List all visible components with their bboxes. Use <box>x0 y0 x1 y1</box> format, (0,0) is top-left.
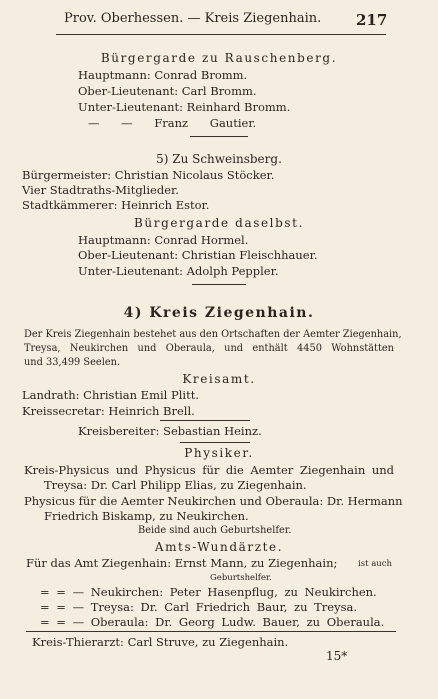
wundarzt-line: = = — Treysa: Dr. Carl Friedrich Baur, zu Treysa. <box>40 600 358 614</box>
roster-line: Unter-Lieutenant: Reinhard Bromm. <box>78 100 291 114</box>
kreisamt-heading: Kreisamt. <box>182 372 256 386</box>
roster-line: Hauptmann: Conrad Bromm. <box>78 68 248 82</box>
roster-line: — — Franz Gautier. <box>88 116 257 130</box>
roster-line: Unter-Lieutenant: Adolph Peppler. <box>78 264 279 278</box>
official-line: Landrath: Christian Emil Plitt. <box>22 388 199 402</box>
section-divider <box>192 284 246 285</box>
wundaerzte-heading: Amts-Wundärzte. <box>154 540 284 554</box>
roster-line: Ober-Lieutenant: Carl Bromm. <box>78 84 257 98</box>
schweinsberg-garde-heading: Bürgergarde daselbst. <box>134 216 304 230</box>
physiker-line: Treysa: Dr. Carl Philipp Elias, zu Ziegenhain. <box>44 478 307 492</box>
section-divider <box>160 420 250 421</box>
physiker-note: Beide sind auch Geburtshelfer. <box>138 525 292 536</box>
page-number: 217 <box>356 11 388 29</box>
roster-line: Ober-Lieutenant: Christian Fleischhauer. <box>78 248 318 262</box>
physiker-line: Friedrich Biskamp, zu Neukirchen. <box>44 509 249 523</box>
wundarzt-continuation: Geburtshelfer. <box>210 573 272 583</box>
official-line: Stadtkämmerer: Heinrich Estor. <box>22 198 210 212</box>
section-divider <box>26 631 396 632</box>
wundarzt-line: Für das Amt Ziegenhain: Ernst Mann, zu Ziegenhain; <box>26 556 338 570</box>
kreis-intro-line: Der Kreis Ziegenhain bestehet aus den Ortschaften der Aemter Ziegenhain, <box>24 329 402 340</box>
kreis-intro-line: und 33,499 Seelen. <box>24 357 121 368</box>
wundarzt-line: = = — Oberaula: Dr. Georg Ludw. Bauer, zu Oberaula. <box>40 615 385 629</box>
roster-line: Hauptmann: Conrad Hormel. <box>78 233 249 247</box>
wundarzt-suffix: ist auch <box>358 559 392 569</box>
running-header: Prov. Oberhessen. — Kreis Ziegenhain. <box>64 11 322 26</box>
rauschenberg-garde-heading: Bürgergarde zu Rauschenberg. <box>100 51 338 65</box>
official-line: Bürgermeister: Christian Nicolaus Stöcker. <box>22 168 275 182</box>
official-line: Kreissecretar: Heinrich Brell. <box>22 404 195 418</box>
kreis-intro-line: Treysa, Neukirchen und Oberaula, und enthält 4450 Wohnstätten <box>24 343 394 354</box>
section-divider <box>180 442 250 443</box>
physiker-line: Physicus für die Aemter Neukirchen und Oberaula: Dr. Hermann <box>24 494 403 508</box>
official-line: Vier Stadtraths-Mitglieder. <box>22 183 179 197</box>
signature-mark: 15* <box>326 649 348 663</box>
thierarzt-line: Kreis-Thierarzt: Carl Struve, zu Ziegenhain. <box>32 635 289 649</box>
wundarzt-line: = = — Neukirchen: Peter Hasenpflug, zu Neukirchen. <box>40 585 377 599</box>
physiker-line: Kreis-Physicus und Physicus für die Aemter Ziegenhain und <box>24 463 394 477</box>
header-rule <box>56 34 386 35</box>
physiker-heading: Physiker. <box>184 446 254 460</box>
section-divider <box>190 136 248 137</box>
kreis-heading: 4) Kreis Ziegenhain. <box>123 305 315 321</box>
schweinsberg-heading: 5) Zu Schweinsberg. <box>156 152 282 166</box>
official-line: Kreisbereiter: Sebastian Heinz. <box>78 424 262 438</box>
